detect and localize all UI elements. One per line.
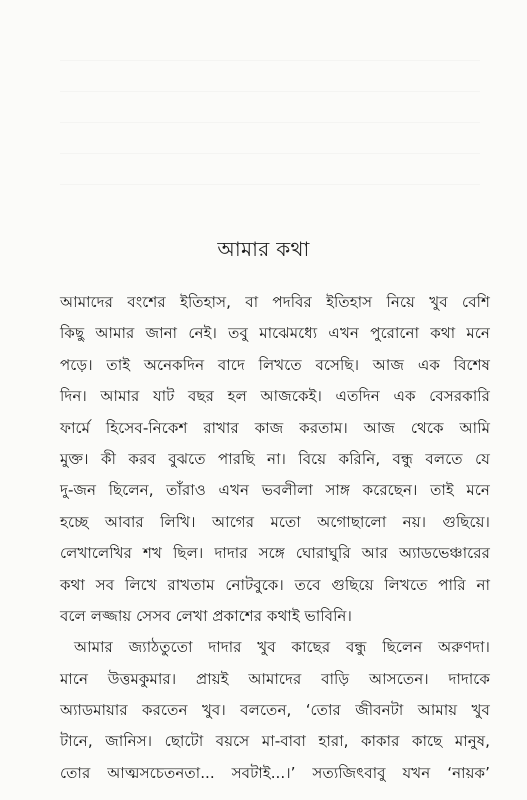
text-line: কিছু আমার জানা নেই। তবু মাঝেমধ্যে এখন পুরোনো কথা মনে xyxy=(60,324,490,343)
text-line: মুক্ত। কী করব বুঝতে পারছি না। বিয়ে করিনি, বন্ধু বলতে যে xyxy=(60,449,490,468)
chapter-title: আমার কথা xyxy=(217,237,310,261)
text-line: লেখালেখির শখ ছিল। দাদার সঙ্গে ঘোরাঘুরি আর অ্যাডভেঞ্চারের xyxy=(60,544,490,563)
text-line: টানে, জানিস। ছোটো বয়সে মা-বাবা হারা, কাকার কাছে মানুষ, xyxy=(60,732,490,751)
text-line: কথা সব লিখে রাখতাম নোটবুকে। তবে গুছিয়ে লিখতে পারি না xyxy=(60,575,490,594)
text-line: তোর আত্মসচেতনতা... সবটাই...।’ সত্যজিৎবাবু যখন ‘নায়ক’ xyxy=(60,763,490,782)
chapter-body xyxy=(60,287,490,789)
text-line: ফার্মে হিসেব-নিকেশ রাখার কাজ করতাম। আজ থেকে আমি xyxy=(60,418,490,437)
text-line: বলে লজ্জায় সেসব লেখা প্রকাশের কথাই ভাবিনি। xyxy=(60,606,352,625)
paragraph-2 xyxy=(60,632,490,789)
reverse-side-bleed-through xyxy=(60,60,480,210)
text-line: অ্যাডমায়ার করতেন খুব। বলতেন, ‘তোর জীবনটা আমায় খুব xyxy=(60,701,490,720)
paragraph-1 xyxy=(60,287,490,632)
text-line: দু-জন ছিলেন, তাঁরাও এখন ভবলীলা সাঙ্গ করেছেন। তাই মনে xyxy=(60,481,490,500)
text-line: হচ্ছে আবার লিখি। আগের মতো অগোছালো নয়। গুছিয়ে। xyxy=(60,512,490,531)
text-line: দিন। আমার যাট বছর হল আজকেই। এতদিন এক বেসরকারি xyxy=(60,387,490,406)
text-line: মানে উত্তমকুমার। প্রায়ই আমাদের বাড়ি আসতেন। দাদাকে xyxy=(60,669,490,688)
text-line: আমার জ্যাঠতুতো দাদার খুব কাছের বন্ধু ছিলেন অরুণদা। xyxy=(74,638,490,657)
text-line: পড়ে। তাই অনেকদিন বাদে লিখতে বসেছি। আজ এক বিশেষ xyxy=(60,355,490,374)
text-line: আমাদের বংশের ইতিহাস, বা পদবির ইতিহাস নিয়ে খুব বেশি xyxy=(60,293,490,311)
